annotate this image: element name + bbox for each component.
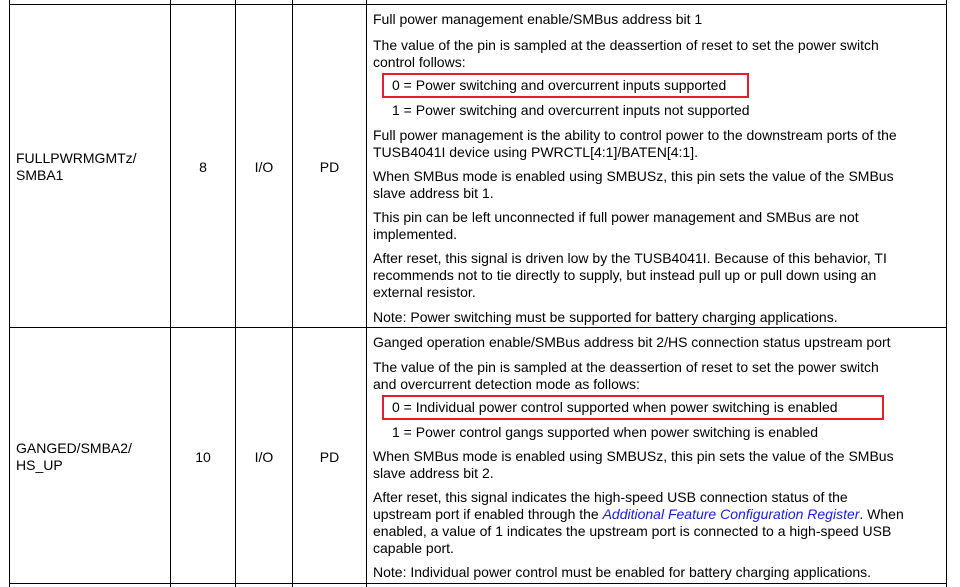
description-text-pre: upstream port if enabled through the — [373, 506, 603, 522]
table-border-left — [9, 0, 10, 587]
pin-pull: PD — [319, 449, 340, 465]
description-text: After reset, this signal indicates the high-speed USB connection status of the — [373, 489, 848, 505]
option-not-supported: 1 = Power switching and overcurrent inputs not supported — [392, 102, 750, 118]
description-text: The value of the pin is sampled at the deassertion of reset to set the power switch — [373, 359, 879, 375]
description-text: After reset, this signal is driven low by the TUSB4041I. Because of this behavior, TI — [373, 250, 887, 266]
description-note: Note: Individual power control must be enabled for battery charging applications. — [373, 564, 872, 580]
signal-name: HS_UP — [16, 457, 63, 473]
column-divider-pin — [235, 0, 236, 587]
description-text: implemented. — [373, 226, 458, 242]
option-ganged: 1 = Power control gangs supported when power switching is enabled — [392, 424, 819, 440]
description-text: When SMBus mode is enabled using SMBUSz, this pin sets the value of the SMBus — [373, 168, 894, 184]
description-text: Full power management is the ability to control power to the downstream ports of the — [373, 127, 897, 143]
description-text: slave address bit 1. — [373, 185, 494, 201]
row-divider-middle — [9, 327, 947, 328]
column-divider-type — [292, 0, 293, 587]
description-text — [373, 506, 904, 523]
row-divider-bottom — [9, 583, 947, 584]
description-text: capable port. — [373, 540, 454, 556]
description-text: external resistor. — [373, 284, 476, 300]
pin-type: I/O — [254, 159, 274, 175]
description-text: recommends not to tie directly to supply, but instead pull up or pull down using an — [373, 267, 877, 283]
description-text: and overcurrent detection mode as follows: — [373, 376, 640, 392]
register-link[interactable]: Additional Feature Configuration Register — [602, 506, 860, 522]
description-text: TUSB4041I device using PWRCTL[4:1]/BATEN[4:1]. — [373, 144, 698, 160]
option-individual: 0 = Individual power control supported when power switching is enabled — [392, 399, 838, 415]
description-text: control follows: — [373, 54, 466, 70]
description-text-post: . When — [859, 506, 904, 522]
signal-name: GANGED/SMBA2/ — [16, 440, 132, 456]
table-border-right — [946, 0, 947, 587]
option-supported: 0 = Power switching and overcurrent inputs supported — [392, 77, 727, 93]
signal-name: FULLPWRMGMTz/ — [16, 150, 137, 166]
description-text: When SMBus mode is enabled using SMBUSz, this pin sets the value of the SMBus — [373, 448, 894, 464]
pin-number: 10 — [195, 449, 211, 465]
pin-pull: PD — [319, 159, 340, 175]
column-divider-signal — [170, 0, 171, 587]
pin-number: 8 — [199, 159, 207, 175]
description-text: enabled, a value of 1 indicates the upstream port is connected to a high-speed USB — [373, 523, 892, 539]
description-title: Ganged operation enable/SMBus address bit 2/HS connection status upstream port — [373, 334, 891, 350]
pin-type: I/O — [254, 449, 274, 465]
description-text: The value of the pin is sampled at the deassertion of reset to set the power switch — [373, 37, 879, 53]
description-note: Note: Power switching must be supported for battery charging applications. — [373, 309, 838, 325]
description-title: Full power management enable/SMBus address bit 1 — [373, 11, 703, 27]
description-text: slave address bit 2. — [373, 465, 494, 481]
row-divider-top — [9, 4, 947, 5]
column-divider-pull — [366, 0, 367, 587]
signal-name: SMBA1 — [16, 167, 64, 183]
description-text: This pin can be left unconnected if full power management and SMBus are not — [373, 209, 859, 225]
